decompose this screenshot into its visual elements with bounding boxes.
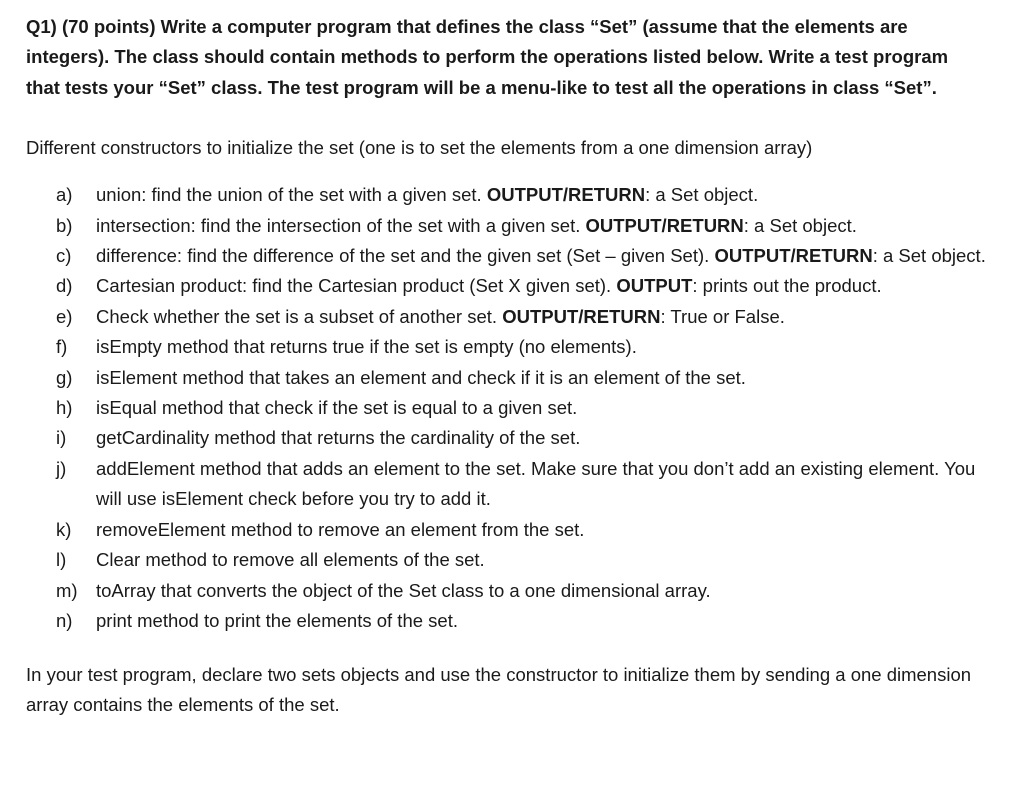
list-item: a) union: find the union of the set with a given set. OUTPUT/RETURN: a Set object.	[26, 180, 986, 210]
item-label: g)	[56, 366, 73, 388]
list-item: c) difference: find the difference of the set and the given set (Set – given Set). OUTPUT/RETURN: a Set object.	[26, 241, 986, 271]
item-label: d)	[56, 275, 73, 297]
list-item: h) isEqual method that check if the set is equal to a given set.	[26, 393, 986, 423]
list-item: l) Clear method to remove all elements of the set.	[26, 545, 986, 575]
item-label: k)	[56, 518, 72, 540]
list-item: g) isElement method that takes an element and check if it is an element of the set.	[26, 363, 986, 393]
item-label: l)	[56, 549, 67, 571]
list-item: e) Check whether the set is a subset of another set. OUTPUT/RETURN: True or False.	[26, 302, 986, 332]
test-program-paragraph: In your test program, declare two sets objects and use the constructor to initialize them by sending a one dimension array contains the elements of the set.	[26, 664, 972, 716]
item-label: j)	[56, 457, 67, 479]
item-label: i)	[56, 427, 67, 449]
document-page	[26, 12, 986, 720]
list-item: m) toArray that converts the object of the Set class to a one dimensional array.	[26, 576, 986, 606]
list-item: j) addElement method that adds an element to the set. Make sure that you don’t add an existing element. You will use isElement check before you try to add it.	[26, 454, 986, 515]
list-item: n) print method to print the elements of the set.	[26, 606, 986, 636]
list-item: d) Cartesian product: find the Cartesian product (Set X given set). OUTPUT: prints out the product.	[26, 271, 986, 301]
list-item: f) isEmpty method that returns true if the set is empty (no elements).	[26, 332, 986, 362]
item-label: c)	[56, 245, 72, 267]
item-label: f)	[56, 336, 68, 358]
question-heading: Q1) (70 points) Write a computer program that defines the class “Set” (assume that the elements are integers). The class should contain methods to perform the operations listed below. Write a test program that tests your “Set” class. The test program will be a menu-like to test all the operations in class “Set”.	[26, 16, 949, 98]
list-item: i) getCardinality method that returns the cardinality of the set.	[26, 423, 986, 453]
list-item: b) intersection: find the intersection of the set with a given set. OUTPUT/RETURN: a Set object.	[26, 211, 986, 241]
item-label: b)	[56, 214, 73, 236]
item-label: n)	[56, 609, 73, 631]
item-label: a)	[56, 184, 73, 206]
constructors-paragraph: Different constructors to initialize the set (one is to set the elements from a one dimension array)	[26, 137, 813, 159]
list-item: k) removeElement method to remove an element from the set.	[26, 515, 986, 545]
item-label: m)	[56, 579, 78, 601]
operations-list	[26, 180, 986, 636]
item-label: e)	[56, 305, 73, 327]
item-label: h)	[56, 397, 73, 419]
